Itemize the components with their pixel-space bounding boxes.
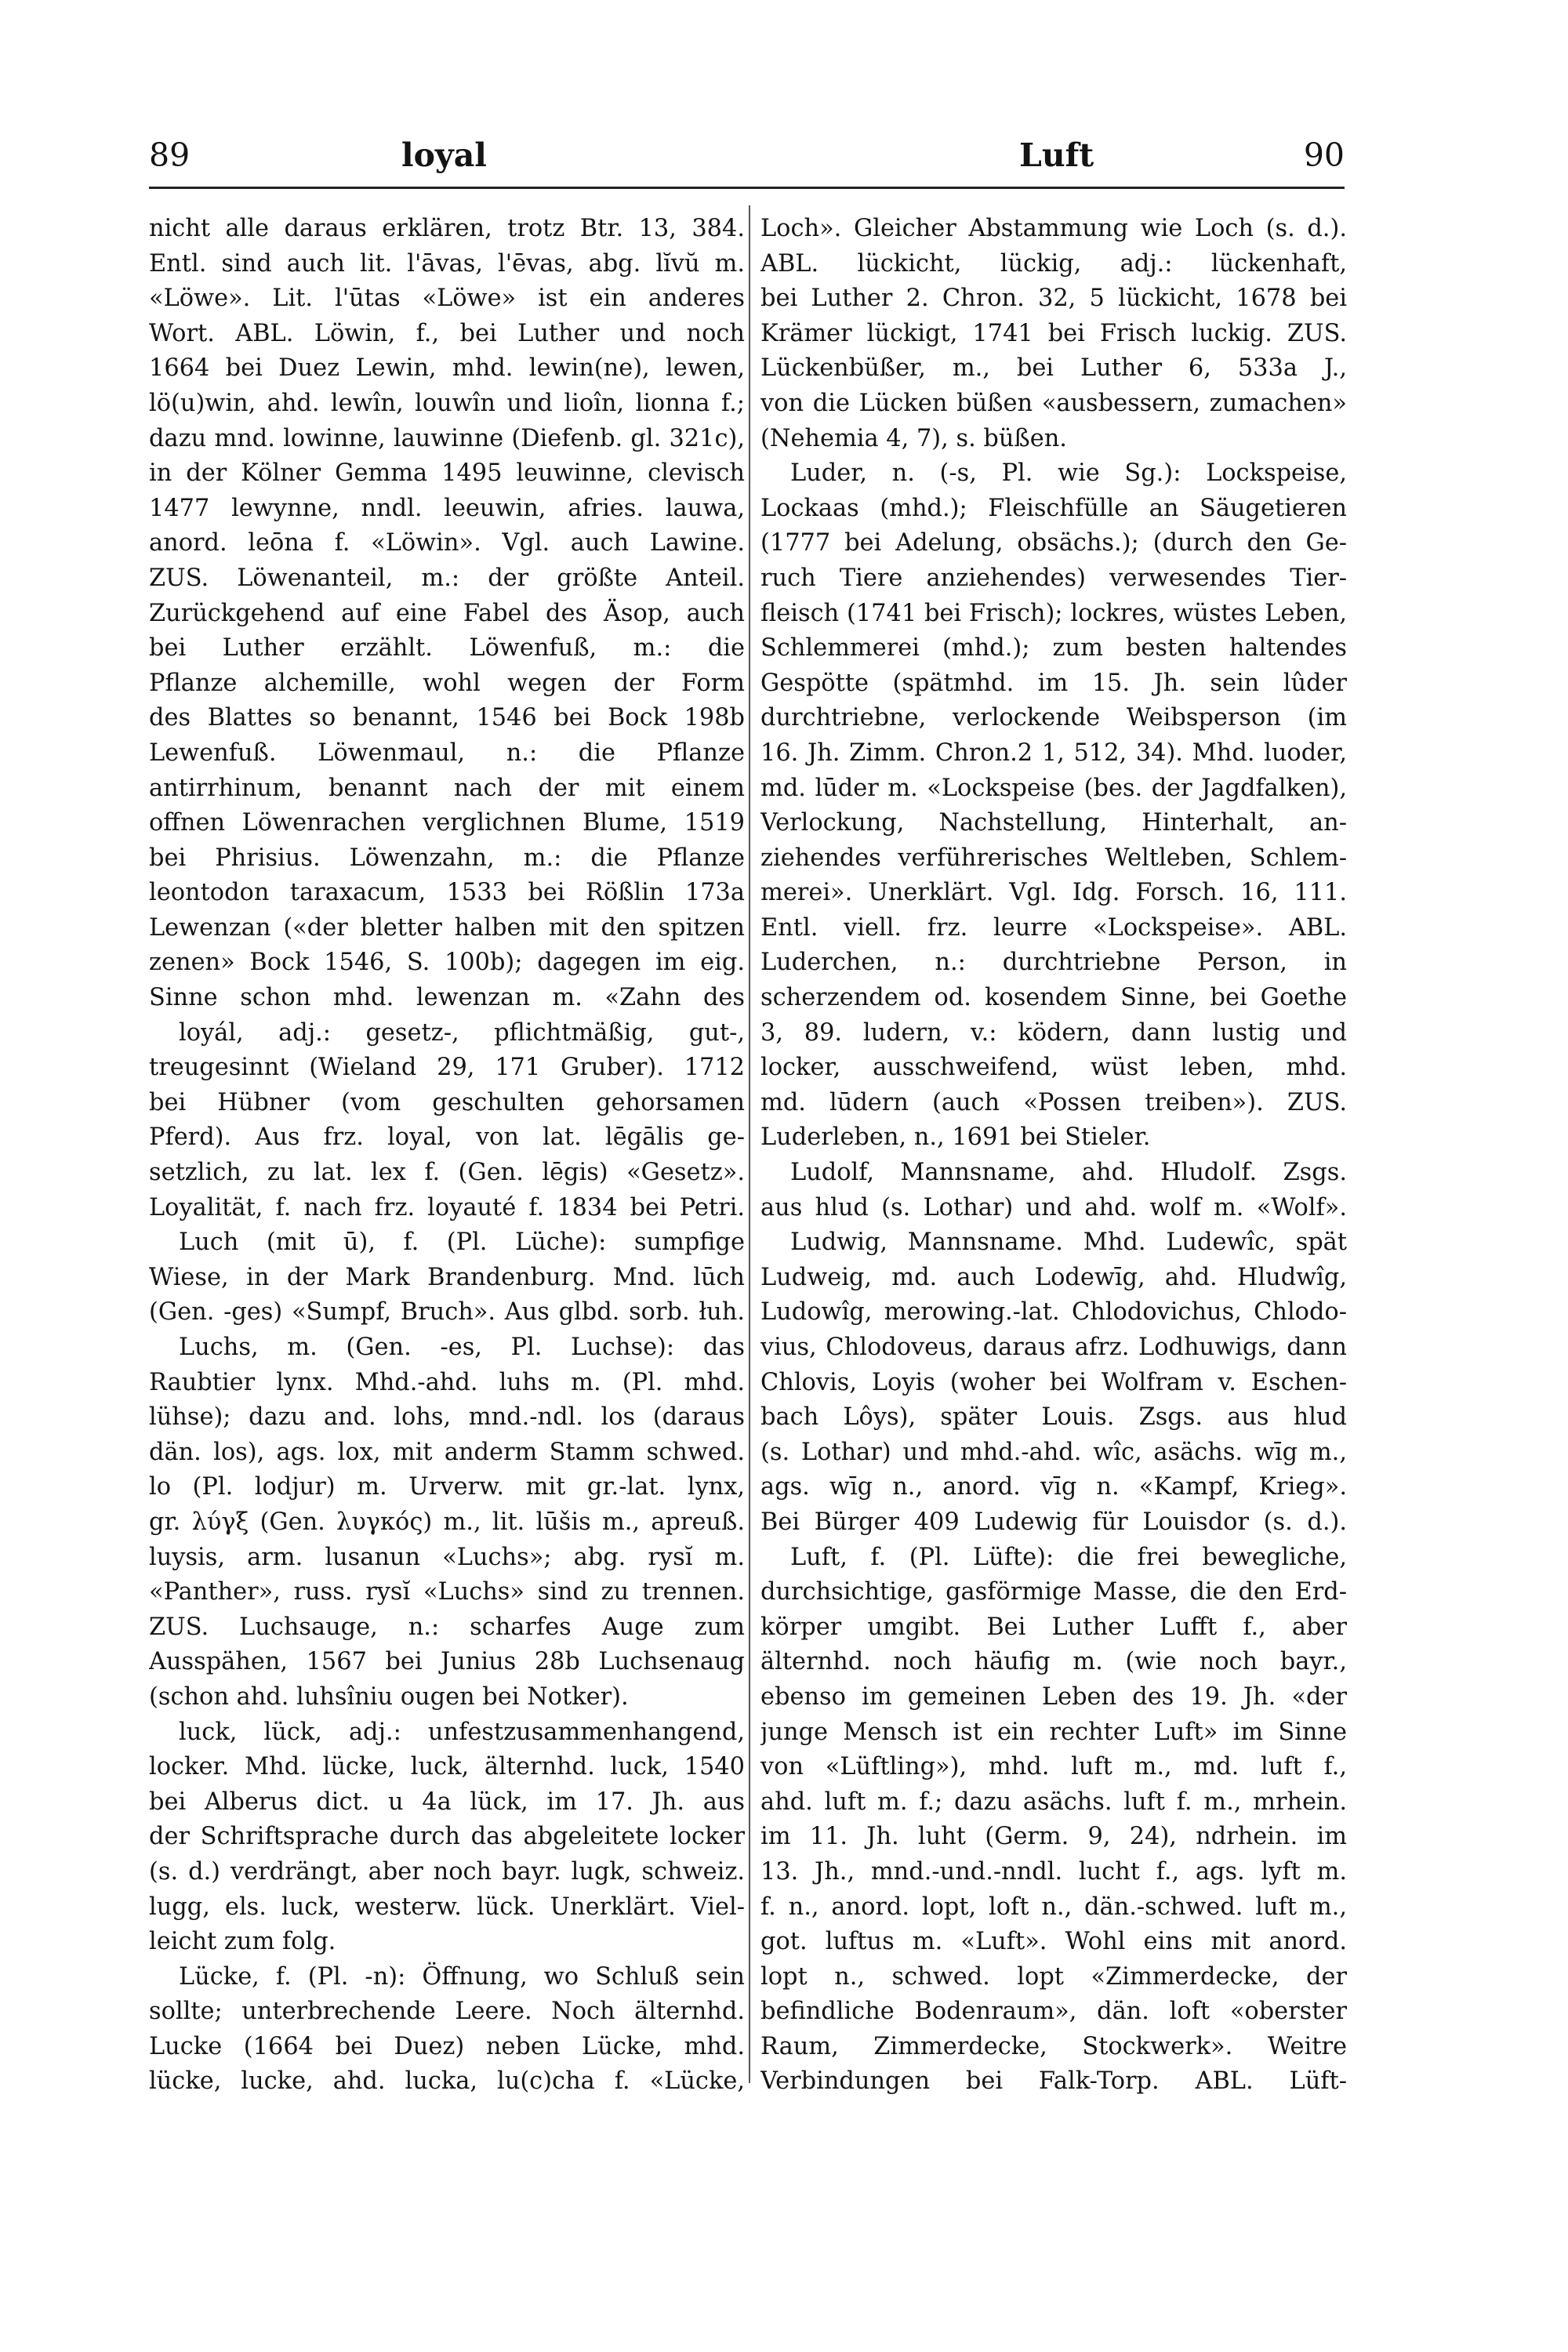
header-rule bbox=[149, 187, 1345, 189]
text-line: bei Luther 2. Chron. 32, 5 lückicht, 1678 bei bbox=[760, 285, 1347, 313]
text-line: md. lūdern (auch «Possen treiben»). ZUS. bbox=[760, 1088, 1347, 1116]
text-line: (s. Lothar) und mhd.-ahd. wîc, asächs. wīg m., bbox=[760, 1438, 1347, 1466]
text-line: zenen» Bock 1546, S. 100b); dagegen im eig. bbox=[149, 949, 745, 977]
entry-start-line: loyál, adj.: gesetz-, pflichtmäßig, gut-, bbox=[179, 1018, 745, 1047]
text-line: Ludweig, md. auch Lodewīg, ahd. Hludwîg, bbox=[760, 1263, 1347, 1291]
left-column bbox=[149, 212, 745, 2100]
text-line: Loyalität, f. nach frz. loyauté f. 1834 bei Petri. bbox=[149, 1193, 745, 1221]
text-line: scherzendem od. kosendem Sinne, bei Goethe bbox=[760, 984, 1347, 1012]
text-line: 3, 89. ludern, v.: ködern, dann lustig und bbox=[760, 1018, 1347, 1047]
text-line: Lewenzan («der bletter halben mit den spitzen bbox=[149, 913, 745, 942]
text-line: in der Kölner Gemma 1495 leuwinne, clevisch bbox=[149, 459, 745, 488]
text-line: lühse); dazu and. lohs, mnd.-ndl. los (daraus bbox=[149, 1403, 745, 1432]
text-line: Verbindungen bei Falk-Torp. ABL. Lüft- bbox=[760, 2067, 1347, 2096]
text-line: Wiese, in der Mark Brandenburg. Mnd. lūch bbox=[149, 1263, 745, 1291]
text-line: locker, ausschweifend, wüst leben, mhd. bbox=[760, 1054, 1347, 1082]
text-line: ahd. luft m. f.; dazu asächs. luft f. m., mrhein. bbox=[760, 1788, 1347, 1816]
entry-start-line: Luft, f. (Pl. Lüfte): die frei bewegliche, bbox=[790, 1543, 1347, 1571]
text-line: offnen Löwenrachen verglichnen Blume, 1519 bbox=[149, 809, 745, 837]
text-line: von die Lücken büßen «ausbessern, zumachen» bbox=[760, 389, 1347, 417]
text-line: junge Mensch ist ein rechter Luft» im Sinne bbox=[760, 1718, 1347, 1746]
text-line: Zurückgehend auf eine Fabel des Äsop, auch bbox=[149, 599, 745, 627]
text-line: treugesinnt (Wieland 29, 171 Gruber). 1712 bbox=[149, 1054, 745, 1082]
text-line: Krämer lückigt, 1741 bei Frisch luckig. ZUS. bbox=[760, 319, 1347, 347]
column-divider bbox=[749, 205, 750, 2083]
text-line: ebenso im gemeinen Leben des 19. Jh. «der bbox=[760, 1682, 1347, 1711]
text-line: durchtriebne, verlockende Weibsperson (im bbox=[760, 704, 1347, 732]
entry-start-line: Ludwig, Mannsname. Mhd. Ludewîc, spät bbox=[790, 1229, 1347, 1257]
text-line: der Schriftsprache durch das abgeleitete locker bbox=[149, 1823, 745, 1851]
text-line: (Nehemia 4, 7), s. büßen. bbox=[760, 424, 1067, 452]
text-line: Lockaas (mhd.); Fleischfülle an Säugetieren bbox=[760, 494, 1347, 522]
text-line: Ausspähen, 1567 bei Junius 28b Luchsenaug bbox=[149, 1648, 745, 1676]
text-line: des Blattes so benannt, 1546 bei Bock 198b bbox=[149, 704, 745, 732]
text-line: Lückenbüßer, m., bei Luther 6, 533a J., bbox=[760, 354, 1347, 383]
text-line: lö(u)win, ahd. lewîn, louwîn und lioîn, lionna f.; bbox=[149, 389, 745, 417]
text-line: (schon ahd. luhsîniu ougen bei Notker). bbox=[149, 1682, 629, 1711]
text-line: f. n., anord. lopt, loft n., dän.-schwed. luft m., bbox=[760, 1893, 1347, 1921]
text-line: leontodon taraxacum, 1533 bei Rößlin 173a bbox=[149, 879, 745, 907]
text-line: bach Lôys), später Louis. Zsgs. aus hlud bbox=[760, 1403, 1347, 1432]
text-line: im 11. Jh. luht (Germ. 9, 24), ndrhein. im bbox=[760, 1823, 1347, 1851]
text-line: Entl. viell. frz. leurre «Lockspeise». ABL. bbox=[760, 913, 1347, 942]
text-line: Gespötte (spätmhd. im 15. Jh. sein lûder bbox=[760, 669, 1347, 697]
entry-start-line: Luder, n. (-s, Pl. wie Sg.): Lockspeise, bbox=[790, 459, 1347, 488]
text-line: Bei Bürger 409 Ludewig für Louisdor (s. d.). bbox=[760, 1508, 1347, 1536]
text-line: Loch». Gleicher Abstammung wie Loch (s. d.). bbox=[760, 215, 1347, 242]
text-line: Lewenfuß. Löwenmaul, n.: die Pflanze bbox=[149, 739, 745, 767]
text-line: lugg, els. luck, westerw. lück. Unerklärt. Viel- bbox=[149, 1893, 745, 1921]
text-line: md. lūder m. «Lockspeise (bes. der Jagdfalken), bbox=[760, 774, 1347, 802]
text-line: Pferd). Aus frz. loyal, von lat. lēgālis ge- bbox=[149, 1123, 745, 1152]
text-line: aus hlud (s. Lothar) und ahd. wolf m. «Wolf». bbox=[760, 1193, 1347, 1221]
text-line: ZUS. Luchsauge, n.: scharfes Auge zum bbox=[149, 1613, 745, 1641]
text-line: Luderleben, n., 1691 bei Stieler. bbox=[760, 1123, 1151, 1152]
right-guide-word: Luft bbox=[1019, 136, 1094, 174]
text-line: (1777 bei Adelung, obsächs.); (durch den Ge- bbox=[760, 529, 1347, 557]
text-line: Luderchen, n.: durchtriebne Person, in bbox=[760, 949, 1347, 977]
text-line: anord. leōna f. «Löwin». Vgl. auch Lawine. bbox=[149, 529, 745, 557]
text-line: ZUS. Löwenanteil, m.: der größte Anteil. bbox=[149, 564, 745, 592]
entry-start-line: Ludolf, Mannsname, ahd. Hludolf. Zsgs. bbox=[790, 1159, 1347, 1187]
text-line: sollte; unterbrechende Leere. Noch älternhd. bbox=[149, 1998, 745, 2026]
text-line: 13. Jh., mnd.-und.-nndl. lucht f., ags. lyft m. bbox=[760, 1857, 1347, 1886]
text-line: körper umgibt. Bei Luther Lufft f., aber bbox=[760, 1613, 1347, 1641]
text-line: (s. d.) verdrängt, aber noch bayr. lugk, schweiz. bbox=[149, 1857, 745, 1886]
text-line: gr. λύγξ (Gen. λυγκός) m., lit. lūšis m., apreuß. bbox=[149, 1508, 745, 1536]
page-header bbox=[149, 132, 1345, 179]
text-line: Wort. ABL. Löwin, f., bei Luther und noch bbox=[149, 319, 745, 347]
text-line: bei Alberus dict. u 4a lück, im 17. Jh. aus bbox=[149, 1788, 745, 1816]
text-line: ags. wīg n., anord. vīg n. «Kampf, Krieg». bbox=[760, 1473, 1347, 1501]
text-line: fleisch (1741 bei Frisch); lockres, wüstes Leben, bbox=[760, 599, 1347, 627]
right-page-number: 90 bbox=[1303, 136, 1345, 174]
text-line: merei». Unerklärt. Vgl. Idg. Forsch. 16, 111. bbox=[760, 879, 1347, 907]
entry-start-line: luck, lück, adj.: unfestzusammenhangend, bbox=[179, 1718, 745, 1746]
text-line: lo (Pl. lodjur) m. Urverw. mit gr.-lat. lynx, bbox=[149, 1473, 745, 1501]
text-line: Pflanze alchemille, wohl wegen der Form bbox=[149, 669, 745, 697]
text-line: durchsichtige, gasförmige Masse, die den Erd- bbox=[760, 1578, 1347, 1606]
text-line: bei Phrisius. Löwenzahn, m.: die Pflanze bbox=[149, 844, 745, 872]
text-line: älternhd. noch häufig m. (wie noch bayr., bbox=[760, 1648, 1347, 1676]
text-line: Raum, Zimmerdecke, Stockwerk». Weitre bbox=[760, 2032, 1347, 2060]
text-line: Lucke (1664 bei Duez) neben Lücke, mhd. bbox=[149, 2032, 745, 2060]
text-line: 16. Jh. Zimm. Chron.2 1, 512, 34). Mhd. luoder, bbox=[760, 739, 1347, 767]
text-line: antirrhinum, benannt nach der mit einem bbox=[149, 774, 745, 802]
text-line: ABL. lückicht, lückig, adj.: lückenhaft, bbox=[760, 249, 1347, 278]
left-guide-word: loyal bbox=[401, 136, 487, 174]
text-line: vius, Chlodoveus, daraus afrz. Lodhuwigs, dann bbox=[760, 1334, 1347, 1361]
text-line: von «Lüftling»), mhd. luft m., md. luft f., bbox=[760, 1753, 1347, 1781]
entry-start-line: Luchs, m. (Gen. -es, Pl. Luchse): das bbox=[179, 1334, 745, 1361]
text-line: Entl. sind auch lit. l'āvas, l'ēvas, abg. lĭvŭ m. bbox=[149, 249, 745, 278]
text-line: got. luftus m. «Luft». Wohl eins mit anord. bbox=[760, 1928, 1347, 1956]
text-line: luysis, arm. lusanun «Luchs»; abg. rysĭ m. bbox=[149, 1543, 745, 1571]
text-line: lopt n., schwed. lopt «Zimmerdecke, der bbox=[760, 1962, 1347, 1991]
text-line: bei Hübner (vom geschulten gehorsamen bbox=[149, 1088, 745, 1116]
entry-start-line: Lücke, f. (Pl. -n): Öffnung, wo Schluß sein bbox=[179, 1962, 745, 1991]
text-line: dän. los), ags. lox, mit anderm Stamm schwed. bbox=[149, 1438, 745, 1466]
left-page-number: 89 bbox=[149, 136, 191, 174]
entry-start-line: Luch (mit ū), f. (Pl. Lüche): sumpfige bbox=[179, 1229, 745, 1257]
text-line: nicht alle daraus erklären, trotz Btr. 13, 384. bbox=[149, 215, 745, 242]
text-line: leicht zum folg. bbox=[149, 1928, 336, 1956]
text-line: Verlockung, Nachstellung, Hinterhalt, an- bbox=[760, 809, 1347, 837]
text-line: Sinne schon mhd. lewenzan m. «Zahn des bbox=[149, 984, 745, 1012]
right-column bbox=[760, 212, 1347, 2100]
text-line: Ludowîg, merowing.-lat. Chlodovichus, Chlodo- bbox=[760, 1298, 1347, 1327]
text-line: Schlemmerei (mhd.); zum besten haltendes bbox=[760, 634, 1347, 662]
text-line: locker. Mhd. lücke, luck, älternhd. luck, 1540 bbox=[149, 1753, 745, 1781]
text-line: «Löwe». Lit. l'ūtas «Löwe» ist ein anderes bbox=[149, 285, 745, 313]
text-line: (Gen. -ges) «Sumpf, Bruch». Aus glbd. sorb. łuh. bbox=[149, 1298, 745, 1327]
text-line: setzlich, zu lat. lex f. (Gen. lēgis) «Gesetz». bbox=[149, 1159, 745, 1187]
text-line: dazu mnd. lowinne, lauwinne (Diefenb. gl. 321c), bbox=[149, 424, 745, 452]
text-line: befindliche Bodenraum», dän. loft «oberster bbox=[760, 1998, 1347, 2026]
text-line: Chlovis, Loyis (woher bei Wolfram v. Eschen- bbox=[760, 1368, 1347, 1396]
text-line: 1477 lewynne, nndl. leeuwin, afries. lauwa, bbox=[149, 494, 745, 522]
text-line: Raubtier lynx. Mhd.-ahd. luhs m. (Pl. mhd. bbox=[149, 1368, 745, 1396]
text-line: ruch Tiere anziehendes) verwesendes Tier- bbox=[760, 564, 1347, 592]
text-line: ziehendes verführerisches Weltleben, Schlem- bbox=[760, 844, 1347, 872]
text-line: 1664 bei Duez Lewin, mhd. lewin(ne), lewen, bbox=[149, 354, 745, 383]
text-line: bei Luther erzählt. Löwenfuß, m.: die bbox=[149, 634, 745, 662]
text-line: lücke, lucke, ahd. lucka, lu(c)cha f. «Lücke, bbox=[149, 2067, 745, 2096]
text-line: «Panther», russ. rysĭ «Luchs» sind zu trennen. bbox=[149, 1578, 745, 1606]
